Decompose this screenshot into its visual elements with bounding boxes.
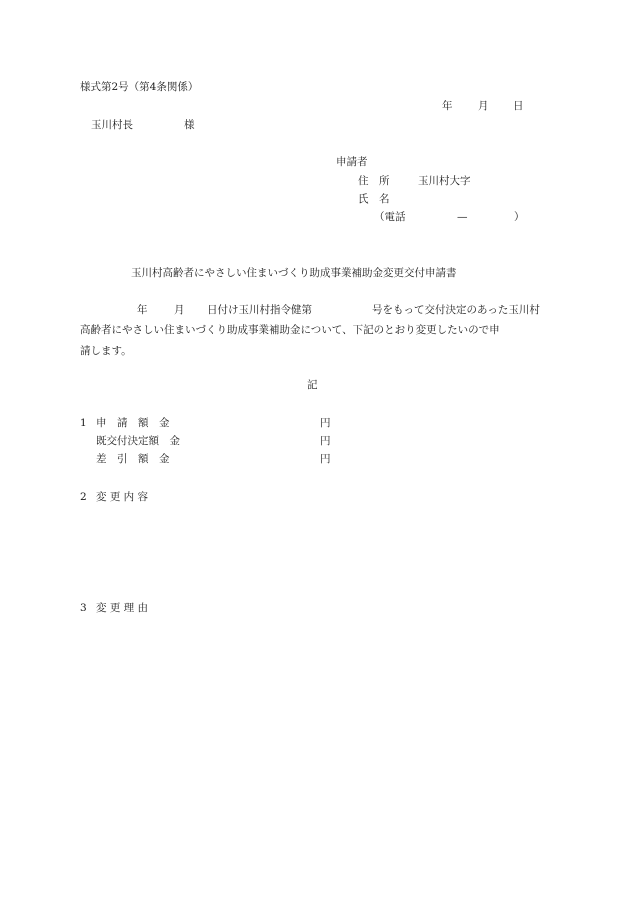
amount-unit-decided: 円 (320, 435, 331, 447)
change-content-title: 変 更 内 容 (96, 491, 149, 503)
date-month: 月 (478, 100, 489, 112)
amount-unit-difference: 円 (320, 453, 331, 465)
address-label: 住 所 (358, 175, 390, 187)
applicant-heading: 申請者 (336, 156, 368, 168)
intro-text-1: 日付け玉川村指令健第 (207, 304, 312, 316)
amount-label-request: 申 請 額 金 (96, 417, 170, 429)
recipient-title: 玉川村長 (91, 119, 133, 131)
name-label: 氏 名 (358, 193, 390, 205)
phone-close: ） (514, 211, 525, 223)
amount-label-decided: 既交付決定額 金 (96, 435, 180, 447)
intro-text-2: 号をもって交付決定のあった玉川村 (372, 304, 540, 316)
document-title: 玉川村高齢者にやさしい住まいづくり助成事業補助金変更交付申請書 (131, 267, 457, 279)
intro-year: 年 (137, 304, 148, 316)
change-reason-title: 変 更 理 由 (96, 602, 149, 614)
change-content-number: 2 (80, 491, 87, 503)
recipient-honorific: 様 (184, 119, 195, 131)
form-number: 様式第2号（第4条関係） (80, 81, 199, 93)
date-year: 年 (442, 100, 453, 112)
address-value: 玉川村大字 (418, 175, 471, 187)
amount-unit-request: 円 (320, 417, 331, 429)
intro-month: 月 (174, 304, 185, 316)
intro-line-2: 高齢者にやさしい住まいづくり助成事業補助金について、下記のとおり変更したいので申 (80, 324, 500, 336)
record-heading: 記 (307, 379, 318, 391)
intro-line-3: 請します。 (80, 345, 132, 357)
change-reason-number: 3 (80, 602, 87, 614)
amounts-number: 1 (80, 417, 87, 429)
date-day: 日 (513, 100, 524, 112)
phone-open: （電話 (374, 211, 406, 223)
amount-label-difference: 差 引 額 金 (96, 453, 170, 465)
phone-dash: — (457, 211, 468, 223)
